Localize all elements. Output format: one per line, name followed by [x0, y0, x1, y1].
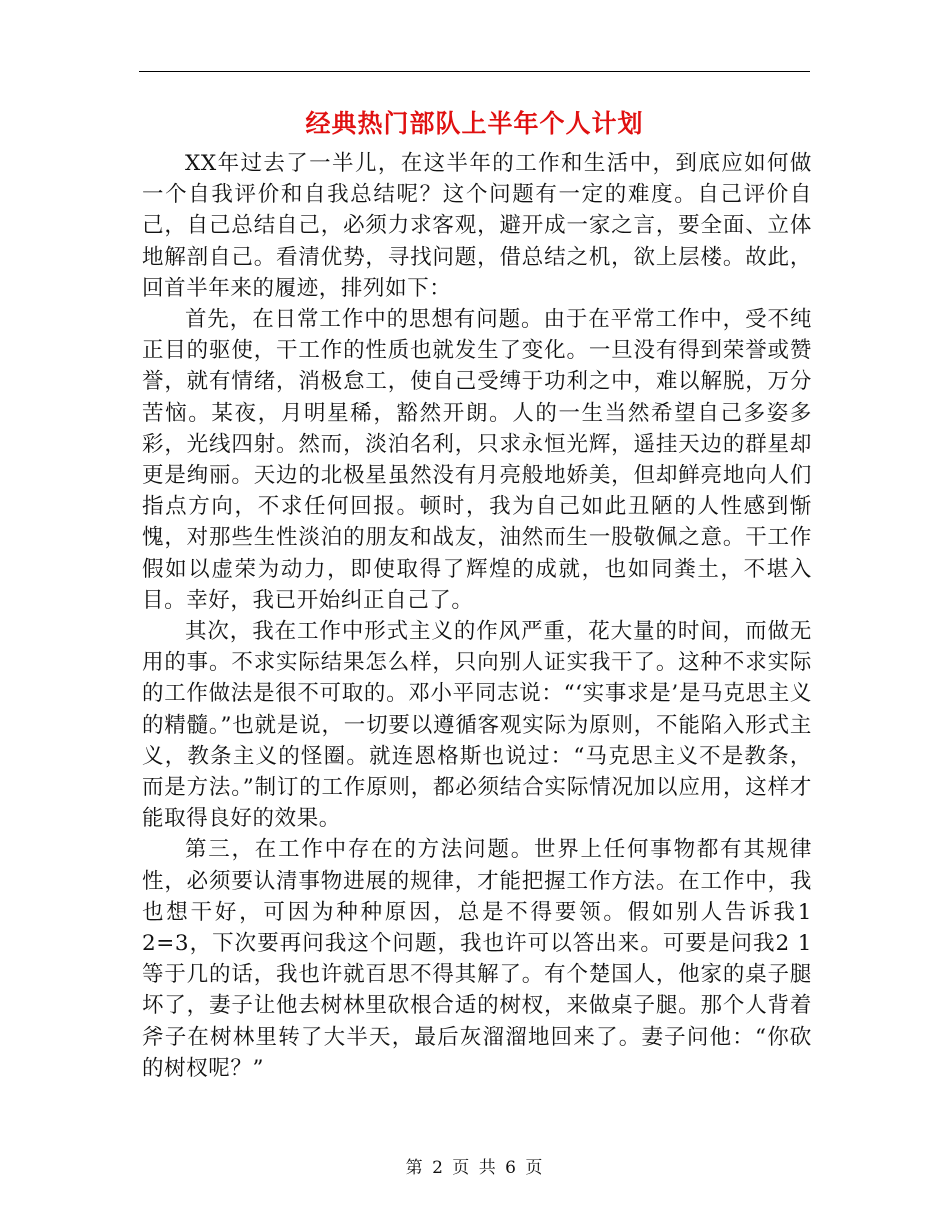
paragraph-first-point: 首先，在日常工作中的思想有问题。由于在平常工作中，受不纯正目的驱使，干工作的性质也就发生了变化。一旦没有得到荣誉或赞誉，就有情绪，消极怠工，使自己受缚于功利之中，难以解脱，万分苦恼。某夜，月明星稀，豁然开朗。人的一生当然希望自己多姿多彩，光线四射。然而，淡泊名利，只求永恒光辉，遥挂天边的群星却更是绚丽。天边的北极星虽然没有月亮般地娇美，但却鲜亮地向人们指点方向，不求任何回报。顿时，我为自己如此丑陋的人性感到惭愧，对那些生性淡泊的朋友和战友，油然而生一股敬佩之意。干工作假如以虚荣为动力，即使取得了辉煌的成就，也如同粪土，不堪入目。幸好，我已开始纠正自己了。 [142, 307, 812, 613]
paragraph-intro: XX年过去了一半儿，在这半年的工作和生活中，到底应如何做一个自我评价和自我总结呢？这个问题有一定的难度。自己评价自己，自己总结自己，必须力求客观，避开成一家之言，要全面、立体地解剖自己。看清优势，寻找问题，借总结之机，欲上层楼。故此，回首半年来的履迹，排列如下： [142, 151, 812, 301]
document-title: 经典热门部队上半年个人计划 [305, 109, 644, 138]
header-rule [139, 71, 810, 72]
page-number: 第 2 页 共 6 页 [405, 1158, 545, 1178]
paragraph-third-point: 第三，在工作中存在的方法问题。世界上任何事物都有其规律性，必须要认清事物进展的规律，才能把握工作方法。在工作中，我也想干好，可因为种种原因，总是不得要领。假如别人告诉我1 2=3，下次要再问我这个问题，我也许可以答出来。可要是问我2 1等于几的话，我也许就百思不得其解了。有个楚国人，他家的桌子腿坏了，妻子让他去树林里砍根合适的树杈，来做桌子腿。那个人背着斧子在树林里转了大半天，最后灰溜溜地回来了。妻子问他：“你砍的树杈呢？” [142, 837, 812, 1081]
document-body [142, 148, 812, 1084]
paragraph-second-point: 其次，我在工作中形式主义的作风严重，花大量的时间，而做无用的事。不求实际结果怎么样，只向别人证实我干了。这种不求实际的工作做法是很不可取的。邓小平同志说：“‘实事求是’是马克思主义的精髓。”也就是说，一切要以遵循客观实际为原则，不能陷入形式主义，教条主义的怪圈。就连恩格斯也说过：“马克思主义不是教条，而是方法。”制订的工作原则，都必须结合实际情况加以应用，这样才能取得良好的效果。 [142, 619, 812, 832]
